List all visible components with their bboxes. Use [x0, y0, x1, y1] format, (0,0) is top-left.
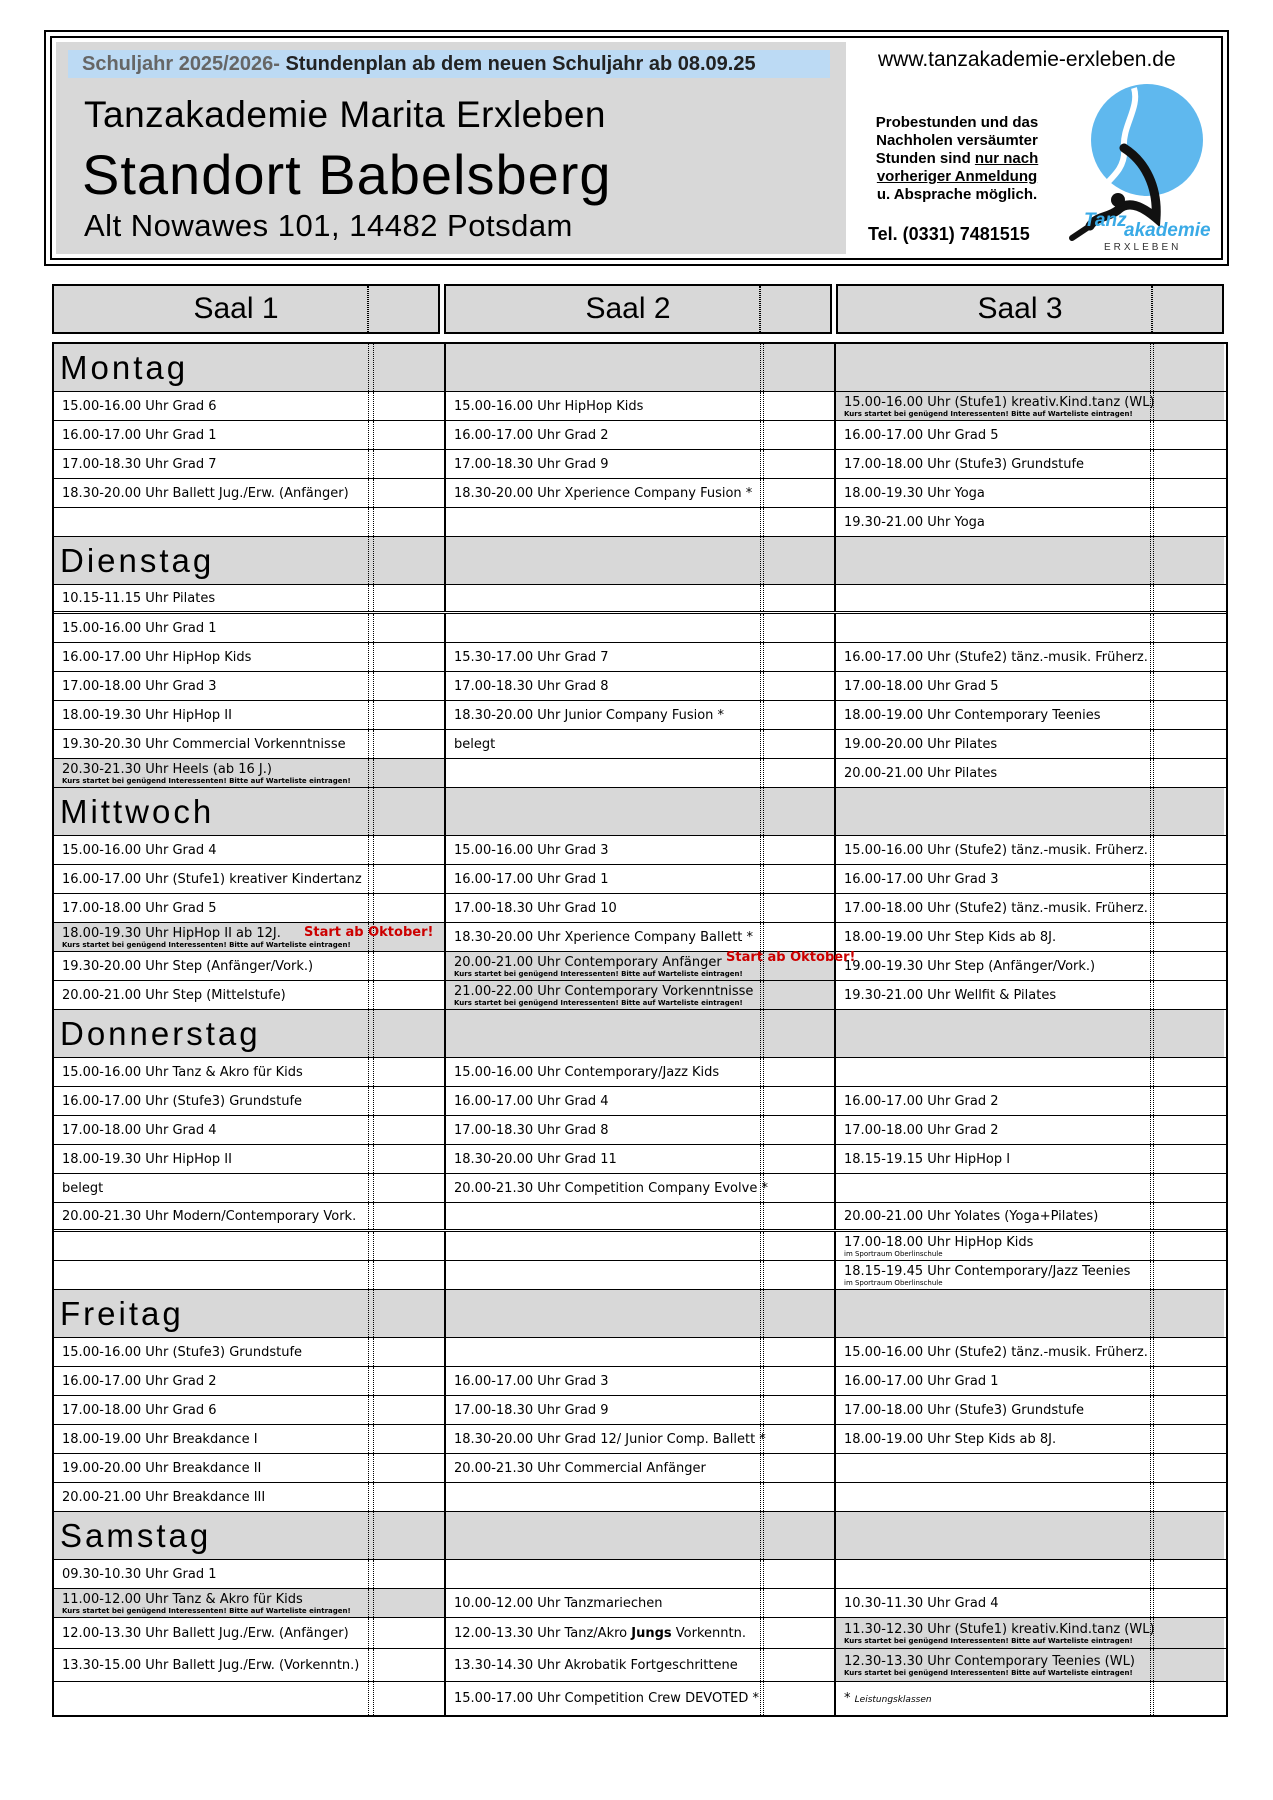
table-row: [54, 450, 1226, 479]
class-slot: 20.00-21.30 Uhr Modern/Contemporary Vork.: [54, 1203, 444, 1229]
academy-name: Tanzakademie Marita Erxleben: [84, 94, 606, 135]
class-slot: 18.00-19.00 Uhr Step Kids ab 8J.: [834, 923, 1224, 951]
class-slot: 16.00-17.00 Uhr Grad 3: [834, 865, 1224, 893]
class-slot: 13.30-14.30 Uhr Akrobatik Fortgeschrittene: [444, 1649, 834, 1681]
class-slot-text: 18.00-19.30 Uhr HipHop II ab 12J.: [62, 925, 281, 941]
waitlist-note: Kurs startet bei genügend Interessenten! Bitte auf Warteliste eintragen!: [62, 776, 351, 785]
legend-star: *: [844, 1691, 851, 1706]
waitlist-note: Kurs startet bei genügend Interessenten! Bitte auf Warteliste eintragen!: [844, 1668, 1133, 1677]
class-slot: 20.00-21.30 Uhr Competition Company Evolve *: [444, 1174, 834, 1202]
class-slot: [54, 923, 444, 951]
class-slot: [834, 1483, 1224, 1511]
table-row: [54, 1203, 1226, 1232]
class-slot: 17.00-18.00 Uhr Grad 5: [54, 894, 444, 922]
table-row: [54, 1174, 1226, 1203]
logo-text-tanz: Tanz: [1084, 210, 1127, 231]
table-row: [54, 508, 1226, 537]
start-october-label: Start ab Oktober!: [726, 950, 856, 965]
table-row: [54, 759, 1226, 788]
table-row: [54, 1483, 1226, 1512]
header: [50, 36, 1223, 260]
class-slot: 20.00-21.30 Uhr Commercial Anfänger: [444, 1454, 834, 1482]
class-slot-text: 11.00-12.00 Uhr Tanz & Akro für Kids: [62, 1591, 303, 1607]
class-slot: 19.30-20.00 Uhr Step (Anfänger/Vork.): [54, 952, 444, 980]
class-slot: 19.30-21.00 Uhr Yoga: [834, 508, 1224, 536]
table-row: [54, 479, 1226, 508]
class-slot-text: 12.30-13.30 Uhr Contemporary Teenies (WL): [844, 1653, 1135, 1669]
class-slot: [444, 981, 834, 1009]
schedule-grid: [52, 342, 1228, 1717]
class-slot: 17.00-18.00 Uhr Grad 6: [54, 1396, 444, 1424]
class-slot: 17.00-18.30 Uhr Grad 8: [444, 1116, 834, 1144]
hall-header-2: [444, 284, 832, 334]
day-header-donnerstag: [54, 1010, 1226, 1058]
class-slot: [54, 1682, 444, 1715]
logo-text-erxleben: ERXLEBEN: [1104, 242, 1182, 253]
class-slot: [54, 759, 444, 787]
class-slot: 17.00-18.00 Uhr (Stufe2) tänz.-musik. Früherz.: [834, 894, 1224, 922]
day-cell: [834, 1010, 1224, 1057]
day-cell: [444, 537, 834, 584]
table-row: [54, 614, 1226, 643]
hall-header-1: [52, 284, 440, 334]
day-label: Mittwoch: [54, 788, 444, 835]
class-slot: 19.00-20.00 Uhr Breakdance II: [54, 1454, 444, 1482]
class-slot: 20.00-21.00 Uhr Yolates (Yoga+Pilates): [834, 1203, 1224, 1229]
class-slot: 19.00-19.30 Uhr Step (Anfänger/Vork.): [834, 952, 1224, 980]
class-slot: [54, 508, 444, 536]
day-cell: [834, 344, 1224, 391]
class-slot: [444, 1618, 834, 1648]
table-row: [54, 1682, 1226, 1715]
day-cell: [834, 1290, 1224, 1337]
note-text-1: Probestunden und das Nachholen versäumter Stunden sind: [875, 114, 1039, 167]
waitlist-note: Kurs startet bei genügend Interessenten! Bitte auf Warteliste eintragen!: [454, 969, 743, 978]
day-header-mittwoch: [54, 788, 1226, 836]
class-slot: 15.00-16.00 Uhr Grad 3: [444, 836, 834, 864]
table-row: [54, 1649, 1226, 1682]
table-row: [54, 1145, 1226, 1174]
class-slot: [834, 392, 1224, 420]
class-slot: [834, 1058, 1224, 1086]
class-slot: 20.00-21.00 Uhr Pilates: [834, 759, 1224, 787]
hall-label: Saal 1: [193, 292, 279, 325]
class-slot: 15.00-16.00 Uhr (Stufe2) tänz.-musik. Früherz.: [834, 1338, 1224, 1366]
table-row: [54, 836, 1226, 865]
waitlist-note: Kurs startet bei genügend Interessenten! Bitte auf Warteliste eintragen!: [62, 940, 351, 949]
class-slot: 17.00-18.30 Uhr Grad 7: [54, 450, 444, 478]
booking-note: [872, 114, 1042, 204]
day-cell: [444, 1290, 834, 1337]
class-slot: [834, 1649, 1224, 1681]
table-row: [54, 894, 1226, 923]
class-slot: 18.00-19.30 Uhr Yoga: [834, 479, 1224, 507]
website-link[interactable]: www.tanzakademie-erxleben.de: [878, 48, 1176, 71]
class-slot: 16.00-17.00 Uhr Grad 3: [444, 1367, 834, 1395]
class-slot: 15.30-17.00 Uhr Grad 7: [444, 643, 834, 671]
class-slot: 15.00-16.00 Uhr Grad 6: [54, 392, 444, 420]
location-note: im Sportraum Oberlinschule: [844, 1249, 943, 1258]
class-slot-part: Vorkenntn.: [671, 1625, 746, 1641]
class-slot: 17.00-18.30 Uhr Grad 8: [444, 672, 834, 700]
page-title: Standort Babelsberg: [82, 143, 612, 206]
class-slot-text: 18.15-19.45 Uhr Contemporary/Jazz Teenies: [844, 1263, 1131, 1279]
class-slot: 10.30-11.30 Uhr Grad 4: [834, 1589, 1224, 1617]
class-slot-text: [454, 1626, 834, 1641]
class-slot: 16.00-17.00 Uhr Grad 5: [834, 421, 1224, 449]
class-slot: [834, 585, 1224, 611]
class-slot: 18.00-19.00 Uhr Breakdance I: [54, 1425, 444, 1453]
class-slot: 19.00-20.00 Uhr Pilates: [834, 730, 1224, 758]
day-cell: [444, 788, 834, 835]
class-slot: 15.00-16.00 Uhr Tanz & Akro für Kids: [54, 1058, 444, 1086]
class-slot: [444, 1338, 834, 1366]
hall-label: Saal 2: [585, 292, 671, 325]
table-row: [54, 1232, 1226, 1261]
class-slot: [834, 614, 1224, 642]
day-cell: [444, 1010, 834, 1057]
class-slot: 15.00-16.00 Uhr Grad 1: [54, 614, 444, 642]
day-cell: [834, 788, 1224, 835]
class-slot-bold: Jungs: [631, 1625, 672, 1641]
table-row: [54, 1454, 1226, 1483]
table-row: [54, 1058, 1226, 1087]
schuljahr-start: Stundenplan ab dem neuen Schuljahr ab 08.09.25: [279, 53, 756, 75]
start-october-label: Start ab Oktober!: [304, 925, 434, 940]
class-slot: 16.00-17.00 Uhr Grad 4: [444, 1087, 834, 1115]
class-slot: [444, 614, 834, 642]
class-slot-text: 20.30-21.30 Uhr Heels (ab 16 J.): [62, 761, 272, 777]
class-slot: 16.00-17.00 Uhr Grad 2: [834, 1087, 1224, 1115]
class-slot: 16.00-17.00 Uhr (Stufe3) Grundstufe: [54, 1087, 444, 1115]
address: Alt Nowawes 101, 14482 Potsdam: [84, 208, 573, 243]
class-slot: 19.30-21.00 Uhr Wellfit & Pilates: [834, 981, 1224, 1009]
class-slot: belegt: [444, 730, 834, 758]
class-slot: 15.00-16.00 Uhr Contemporary/Jazz Kids: [444, 1058, 834, 1086]
legend-row: [844, 1691, 1224, 1706]
table-row: [54, 1618, 1226, 1649]
hall-header-3: [836, 284, 1224, 334]
class-slot: [444, 508, 834, 536]
class-slot: [834, 1560, 1224, 1588]
table-row: [54, 1425, 1226, 1454]
class-slot: 16.00-17.00 Uhr (Stufe1) kreativer Kindertanz: [54, 865, 444, 893]
waitlist-note: Kurs startet bei genügend Interessenten! Bitte auf Warteliste eintragen!: [62, 1606, 351, 1615]
day-cell: [834, 1512, 1224, 1559]
waitlist-note: Kurs startet bei genügend Interessenten! Bitte auf Warteliste eintragen!: [454, 998, 743, 1007]
class-slot: [444, 585, 834, 611]
class-slot: 16.00-17.00 Uhr HipHop Kids: [54, 643, 444, 671]
class-slot: [444, 1203, 834, 1229]
class-slot: [444, 950, 856, 980]
class-slot: 15.00-16.00 Uhr (Stufe2) tänz.-musik. Früherz.: [834, 836, 1224, 864]
day-header-dienstag: [54, 537, 1226, 585]
class-slot: [834, 1174, 1224, 1202]
class-slot: 18.30-20.00 Uhr Grad 12/ Junior Comp. Ballett *: [444, 1425, 834, 1453]
class-slot: 16.00-17.00 Uhr Grad 1: [834, 1367, 1224, 1395]
class-slot: 17.00-18.00 Uhr Grad 2: [834, 1116, 1224, 1144]
day-label: Montag: [54, 344, 444, 391]
table-row: [54, 392, 1226, 421]
class-slot: 16.00-17.00 Uhr Grad 1: [54, 421, 444, 449]
schuljahr-banner: [68, 50, 830, 78]
schuljahr-label: Schuljahr 2025/2026-: [82, 53, 280, 75]
class-slot: [834, 1618, 1224, 1648]
class-slot: 17.00-18.00 Uhr Grad 3: [54, 672, 444, 700]
day-header-samstag: [54, 1512, 1226, 1560]
class-slot: [54, 1589, 444, 1617]
logo-text-akademie: akademie: [1124, 220, 1211, 241]
note-underlined: nur nach vorheriger Anmeldung: [876, 150, 1039, 185]
class-slot: 15.00-16.00 Uhr Grad 4: [54, 836, 444, 864]
header-title-panel: [56, 42, 846, 254]
table-row: [54, 421, 1226, 450]
class-slot: [54, 1261, 444, 1289]
class-slot: 18.15-19.15 Uhr HipHop I: [834, 1145, 1224, 1173]
class-slot-text: 21.00-22.00 Uhr Contemporary Vorkenntnisse: [454, 983, 754, 999]
day-label: Donnerstag: [54, 1010, 444, 1057]
waitlist-note: Kurs startet bei genügend Interessenten! Bitte auf Warteliste eintragen!: [844, 1636, 1133, 1645]
class-slot-text: 17.00-18.00 Uhr HipHop Kids: [844, 1234, 1034, 1250]
class-slot: 10.15-11.15 Uhr Pilates: [54, 585, 444, 611]
class-slot: 18.00-19.00 Uhr Contemporary Teenies: [834, 701, 1224, 729]
class-slot: 12.00-13.30 Uhr Ballett Jug./Erw. (Anfänger): [54, 1618, 444, 1648]
class-slot: [444, 1560, 834, 1588]
class-slot: 20.00-21.00 Uhr Breakdance III: [54, 1483, 444, 1511]
class-slot: 18.30-20.00 Uhr Grad 11: [444, 1145, 834, 1173]
class-slot: [54, 1232, 444, 1260]
class-slot: 18.00-19.00 Uhr Step Kids ab 8J.: [834, 1425, 1224, 1453]
class-slot: 18.30-20.00 Uhr Junior Company Fusion *: [444, 701, 834, 729]
class-slot-text: 15.00-16.00 Uhr (Stufe1) kreativ.Kind.tanz (WL): [844, 394, 1155, 410]
day-cell: [834, 537, 1224, 584]
day-label: Samstag: [54, 1512, 444, 1559]
table-row: [54, 923, 1226, 952]
class-slot: 15.00-17.00 Uhr Competition Crew DEVOTED *: [444, 1682, 834, 1715]
class-slot: [834, 1261, 1224, 1289]
table-row: [54, 701, 1226, 730]
class-slot: belegt: [54, 1174, 444, 1202]
day-label: Dienstag: [54, 537, 444, 584]
day-header-montag: [54, 344, 1226, 392]
class-slot: 18.30-20.00 Uhr Xperience Company Ballett *: [444, 923, 834, 951]
class-slot: 20.00-21.00 Uhr Step (Mittelstufe): [54, 981, 444, 1009]
legend-text: Leistungsklassen: [854, 1695, 932, 1705]
legend: [834, 1682, 1224, 1715]
table-row: [54, 1338, 1226, 1367]
table-row: [54, 1116, 1226, 1145]
table-row: [54, 672, 1226, 701]
class-slot: 17.00-18.00 Uhr (Stufe3) Grundstufe: [834, 1396, 1224, 1424]
class-slot: 18.00-19.30 Uhr HipHop II: [54, 701, 444, 729]
class-slot: 18.30-20.00 Uhr Xperience Company Fusion *: [444, 479, 834, 507]
table-row: [54, 1589, 1226, 1618]
class-slot: 17.00-18.00 Uhr (Stufe3) Grundstufe: [834, 450, 1224, 478]
day-label: Freitag: [54, 1290, 444, 1337]
class-slot: [834, 1454, 1224, 1482]
class-slot: [444, 1483, 834, 1511]
waitlist-note: Kurs startet bei genügend Interessenten! Bitte auf Warteliste eintragen!: [844, 409, 1133, 418]
class-slot: 13.30-15.00 Uhr Ballett Jug./Erw. (Vorkenntn.): [54, 1649, 444, 1681]
class-slot: 09.30-10.30 Uhr Grad 1: [54, 1560, 444, 1588]
note-text-2: u. Absprache möglich.: [876, 186, 1038, 203]
day-header-freitag: [54, 1290, 1226, 1338]
class-slot-text: 20.00-21.00 Uhr Contemporary Anfänger: [454, 954, 722, 970]
class-slot: 10.00-12.00 Uhr Tanzmariechen: [444, 1589, 834, 1617]
class-slot: 17.00-18.30 Uhr Grad 9: [444, 450, 834, 478]
class-slot: 15.00-16.00 Uhr (Stufe3) Grundstufe: [54, 1338, 444, 1366]
class-slot-part: 12.00-13.30 Uhr Tanz/Akro: [454, 1625, 632, 1641]
class-slot: [444, 1261, 834, 1289]
hall-headers: [52, 284, 1224, 334]
dancer-logo-icon: [1062, 78, 1222, 253]
class-slot: 16.00-17.00 Uhr Grad 2: [444, 421, 834, 449]
class-slot: 17.00-18.30 Uhr Grad 9: [444, 1396, 834, 1424]
table-row: [54, 952, 1226, 981]
table-row: [54, 1261, 1226, 1290]
class-slot: 16.00-17.00 Uhr (Stufe2) tänz.-musik. Früherz.: [834, 643, 1224, 671]
class-slot: [444, 759, 834, 787]
day-cell: [444, 1512, 834, 1559]
table-row: [54, 585, 1226, 614]
class-slot: 17.00-18.30 Uhr Grad 10: [444, 894, 834, 922]
class-slot: 15.00-16.00 Uhr HipHop Kids: [444, 392, 834, 420]
table-row: [54, 1087, 1226, 1116]
class-slot-text: 11.30-12.30 Uhr (Stufe1) kreativ.Kind.tanz (WL): [844, 1621, 1155, 1637]
phone-number: Tel. (0331) 7481515: [868, 224, 1030, 244]
table-row: [54, 1560, 1226, 1589]
class-slot: 19.30-20.30 Uhr Commercial Vorkenntnisse: [54, 730, 444, 758]
table-row: [54, 643, 1226, 672]
class-slot: [444, 1232, 834, 1260]
table-row: [54, 1367, 1226, 1396]
class-slot: 17.00-18.00 Uhr Grad 4: [54, 1116, 444, 1144]
table-row: [54, 981, 1226, 1010]
location-note: im Sportraum Oberlinschule: [844, 1278, 943, 1287]
class-slot: 16.00-17.00 Uhr Grad 1: [444, 865, 834, 893]
day-cell: [444, 344, 834, 391]
class-slot: 16.00-17.00 Uhr Grad 2: [54, 1367, 444, 1395]
table-row: [54, 730, 1226, 759]
table-row: [54, 865, 1226, 894]
table-row: [54, 1396, 1226, 1425]
hall-label: Saal 3: [977, 292, 1063, 325]
class-slot: 17.00-18.00 Uhr Grad 5: [834, 672, 1224, 700]
class-slot: 18.00-19.30 Uhr HipHop II: [54, 1145, 444, 1173]
class-slot: [834, 1232, 1224, 1260]
class-slot: 18.30-20.00 Uhr Ballett Jug./Erw. (Anfänger): [54, 479, 444, 507]
